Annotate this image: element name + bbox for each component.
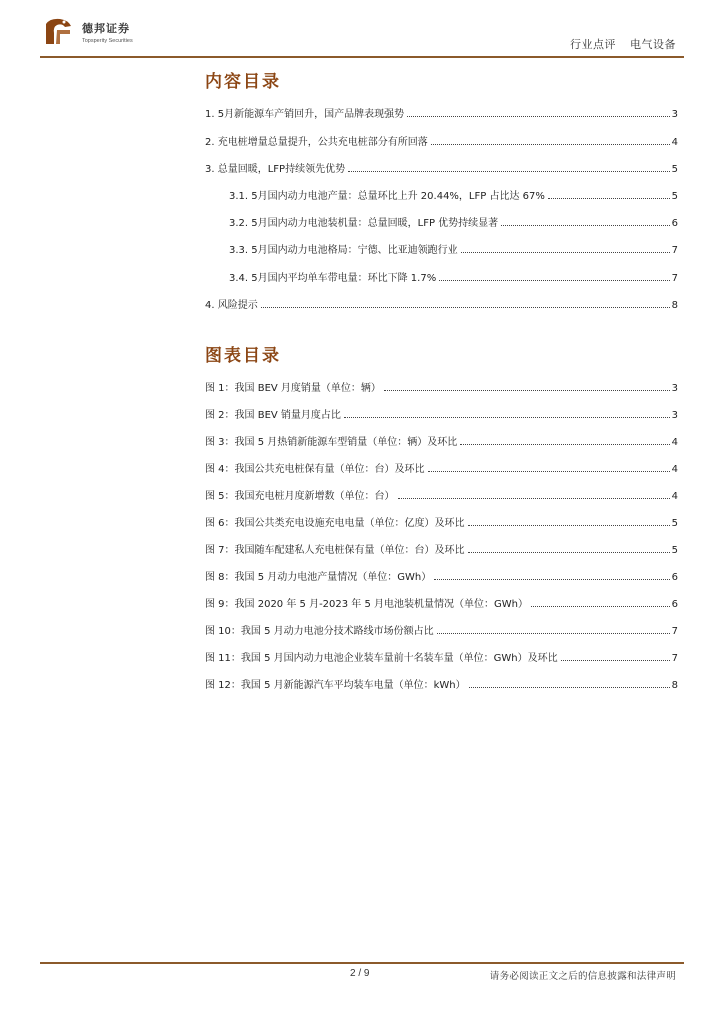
toc-entry-page: 5 xyxy=(671,191,678,202)
figure-entry[interactable] xyxy=(205,486,678,502)
figure-entry-page: 5 xyxy=(671,518,678,529)
figure-entry[interactable] xyxy=(205,513,678,529)
toc-subentry[interactable] xyxy=(229,240,678,256)
header-divider xyxy=(40,56,684,58)
toc-leader-dots xyxy=(469,687,670,688)
figure-entry-page: 4 xyxy=(671,437,678,448)
figure-entry-page: 6 xyxy=(671,599,678,610)
toc-leader-dots xyxy=(468,552,670,553)
figure-entry-text: 图 1：我国 BEV 月度销量（单位：辆） xyxy=(205,383,381,394)
figure-entry-text: 图 5：我国充电桩月度新增数（单位：台） xyxy=(205,491,395,502)
toc-leader-dots xyxy=(561,660,670,661)
toc-leader-dots xyxy=(344,417,670,418)
figure-entry-text: 图 6：我国公共类充电设施充电电量（单位：亿度）及环比 xyxy=(205,518,465,529)
toc-subentry[interactable] xyxy=(229,186,678,202)
toc-leader-dots xyxy=(531,606,670,607)
toc-entry-text: 3. 总量回暖，LFP持续领先优势 xyxy=(205,164,346,175)
figure-entry-text: 图 10：我国 5 月动力电池分技术路线市场份额占比 xyxy=(205,626,434,637)
figures-title: 图表目录 xyxy=(205,346,281,366)
toc-entry[interactable] xyxy=(205,132,678,148)
figure-entry-page: 3 xyxy=(671,410,678,421)
figure-entry-text: 图 2：我国 BEV 销量月度占比 xyxy=(205,410,341,421)
toc-leader-dots xyxy=(348,171,670,172)
header-tags xyxy=(570,36,676,52)
toc-leader-dots xyxy=(501,225,669,226)
figure-entry-page: 5 xyxy=(671,545,678,556)
toc-leader-dots xyxy=(431,144,670,145)
toc-leader-dots xyxy=(461,252,670,253)
figure-entry[interactable] xyxy=(205,378,678,394)
figure-entry-page: 7 xyxy=(671,653,678,664)
logo-chinese-name: 德邦证券 xyxy=(82,22,130,35)
toc-entry-text: 4. 风险提示 xyxy=(205,300,258,311)
toc-entry-text: 2. 充电桩增量总量提升，公共充电桩部分有所回落 xyxy=(205,137,428,148)
report-industry: 电气设备 xyxy=(630,38,676,51)
toc-entry-page: 7 xyxy=(671,245,678,256)
figure-entry[interactable] xyxy=(205,540,678,556)
figure-entry-page: 7 xyxy=(671,626,678,637)
toc-subentry[interactable] xyxy=(229,213,678,229)
toc-entry[interactable] xyxy=(205,159,678,175)
toc-leader-dots xyxy=(439,280,669,281)
company-logo xyxy=(40,14,150,54)
figure-entry[interactable] xyxy=(205,459,678,475)
figure-entry[interactable] xyxy=(205,432,678,448)
toc-entry-page: 7 xyxy=(671,273,678,284)
toc-leader-dots xyxy=(428,471,670,472)
toc-entry-text: 3.2. 5月国内动力电池装机量：总量回暖，LFP 优势持续显著 xyxy=(229,218,499,229)
toc-entry-page: 3 xyxy=(671,109,678,120)
footer-divider xyxy=(40,962,684,964)
toc-leader-dots xyxy=(407,116,670,117)
toc-entry-page: 4 xyxy=(671,137,678,148)
figure-entry-page: 6 xyxy=(671,572,678,583)
report-category: 行业点评 xyxy=(570,38,616,51)
toc-leader-dots xyxy=(398,498,670,499)
figure-entry-text: 图 9：我国 2020 年 5 月-2023 年 5 月电池装机量情况（单位：GWh） xyxy=(205,599,528,610)
figure-entry-text: 图 7：我国随车配建私人充电桩保有量（单位：台）及环比 xyxy=(205,545,465,556)
toc-entry-page: 8 xyxy=(671,300,678,311)
figure-entry[interactable] xyxy=(205,405,678,421)
toc-leader-dots xyxy=(261,307,670,308)
toc-leader-dots xyxy=(437,633,670,634)
legal-disclaimer: 请务必阅读正文之后的信息披露和法律声明 xyxy=(489,971,676,982)
toc-entry-page: 6 xyxy=(671,218,678,229)
toc-leader-dots xyxy=(468,525,670,526)
figure-entry-page: 4 xyxy=(671,464,678,475)
figure-entry[interactable] xyxy=(205,594,678,610)
figure-entry-text: 图 8：我国 5 月动力电池产量情况（单位：GWh） xyxy=(205,572,432,583)
toc-entry-text: 3.1. 5月国内动力电池产量：总量环比上升 20.44%，LFP 占比达 67% xyxy=(229,191,545,202)
figure-entry[interactable] xyxy=(205,648,678,664)
toc-entry[interactable] xyxy=(205,295,678,311)
figure-entry-text: 图 4：我国公共充电桩保有量（单位：台）及环比 xyxy=(205,464,425,475)
figure-entry-page: 4 xyxy=(671,491,678,502)
figure-entry-text: 图 12：我国 5 月新能源汽车平均装车电量（单位：kWh） xyxy=(205,680,466,691)
toc-entry-page: 5 xyxy=(671,164,678,175)
toc-title: 内容目录 xyxy=(205,72,281,92)
page-indicator: 2 / 9 xyxy=(350,968,370,979)
figure-entry-page: 3 xyxy=(671,383,678,394)
toc-leader-dots xyxy=(460,444,669,445)
figure-entry[interactable] xyxy=(205,567,678,583)
figure-entry-page: 8 xyxy=(671,680,678,691)
figure-entry[interactable] xyxy=(205,621,678,637)
horse-logo-icon xyxy=(40,14,76,50)
toc-subentry[interactable] xyxy=(229,268,678,284)
toc-leader-dots xyxy=(548,198,670,199)
toc-entry[interactable] xyxy=(205,104,678,120)
figure-entry-text: 图 3：我国 5 月热销新能源车型销量（单位：辆）及环比 xyxy=(205,437,458,448)
toc-entry-text: 1. 5月新能源车产销回升，国产品牌表现强势 xyxy=(205,109,405,120)
logo-english-name: Topsperity Securities xyxy=(82,38,133,44)
toc-entry-text: 3.4. 5月国内平均单车带电量：环比下降 1.7% xyxy=(229,273,437,284)
toc-entry-text: 3.3. 5月国内动力电池格局：宁德、比亚迪领跑行业 xyxy=(229,245,458,256)
toc-leader-dots xyxy=(434,579,669,580)
figure-entry[interactable] xyxy=(205,675,678,691)
toc-leader-dots xyxy=(384,390,670,391)
figure-entry-text: 图 11：我国 5 月国内动力电池企业装车量前十名装车量（单位：GWh）及环比 xyxy=(205,653,558,664)
